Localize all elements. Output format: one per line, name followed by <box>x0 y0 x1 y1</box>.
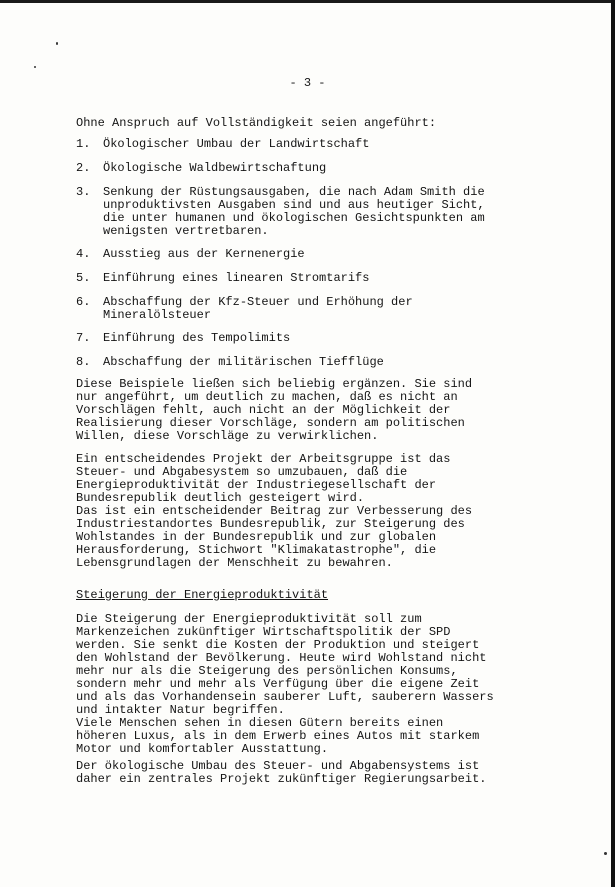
section-heading: Steigerung der Energieproduktivität <box>76 588 329 602</box>
list-number: 3. <box>76 185 91 199</box>
scan-edge-right <box>611 0 615 887</box>
list-text: Ökologischer Umbau der Landwirtschaft <box>103 137 370 151</box>
list-text: Ausstieg aus der Kernenergie <box>103 247 305 261</box>
scan-speck <box>604 852 607 855</box>
scan-speck <box>34 66 36 68</box>
list-number: 7. <box>76 331 91 345</box>
list-text: Ökologische Waldbewirtschaftung <box>103 161 327 175</box>
paragraph-energy: Die Steigerung der Energieproduktivität soll zum Markenzeichen zukünftiger Wirtschaftspolitik der SPD werden. Sie senkt die Kosten der Produktion und steigert den Wohlstand der Bevölkerung. Heute wird Wohlstand nicht mehr nur als die Steigerung des persönlichen Konsums, sondern mehr und mehr als Verfügung über die eigene Zeit und als das Vorhandensein sauberer Luft, sauberern Wassers und intakter Natur begriffen. Viele Menschen sehen in diesen Gütern bereits einen höheren Luxus, als in dem Erwerb eines Autos mit starkem Motor und komfortabler Ausstattung. <box>76 612 494 756</box>
list-number: 5. <box>76 271 91 285</box>
list-number: 8. <box>76 355 91 369</box>
list-text: Einführung des Tempolimits <box>103 331 291 345</box>
page-number: - 3 - <box>289 76 326 90</box>
list-number: 1. <box>76 137 91 151</box>
paragraph-project: Ein entscheidendes Projekt der Arbeitsgruppe ist das Steuer- und Abgabesystem so umzubauen, daß die Energieproduktivität der Industriegesellschaft der Bundesrepublik deutlich gesteigert wird. Das ist ein entscheidender Beitrag zur Verbesserung des Industriestandortes Bundesrepublik, zur Steigerung des Wohlstandes in der Bundesrepublik und zur globalen Herausforderung, Stichwort "Klimakatastrophe", die Lebensgrundlagen der Menschheit zu bewahren. <box>76 452 473 570</box>
scan-speck <box>56 42 58 45</box>
list-text: Abschaffung der Kfz-Steuer und Erhöhung der Mineralölsteuer <box>103 295 413 322</box>
list-number: 6. <box>76 295 91 309</box>
list-number: 4. <box>76 247 91 261</box>
list-number: 2. <box>76 161 91 175</box>
scan-edge-top <box>0 0 615 3</box>
paragraph-examples: Diese Beispiele ließen sich beliebig ergänzen. Sie sind nur angeführt, um deutlich zu machen, daß es nicht an Vorschlägen fehlt, auch nicht an der Möglichkeit der Realisierung dieser Vorschläge, sondern am politischen Willen, diese Vorschläge zu verwirklichen. <box>76 377 473 443</box>
intro-line: Ohne Anspruch auf Vollständigkeit seien angeführt: <box>76 116 437 130</box>
list-text: Abschaffung der militärischen Tiefflüge <box>103 355 384 369</box>
list-text: Senkung der Rüstungsausgaben, die nach Adam Smith die unproduktivsten Ausgaben sind und aus heutiger Sicht, die unter humanen und ökologischen Gesichtspunkten am wenigsten vertretbaren. <box>103 185 485 238</box>
list-text: Einführung eines linearen Stromtarifs <box>103 271 370 285</box>
paragraph-conclusion: Der ökologische Umbau des Steuer- und Abgabensystems ist daher ein zentrales Projekt zukünftiger Regierungsarbeit. <box>76 759 487 786</box>
